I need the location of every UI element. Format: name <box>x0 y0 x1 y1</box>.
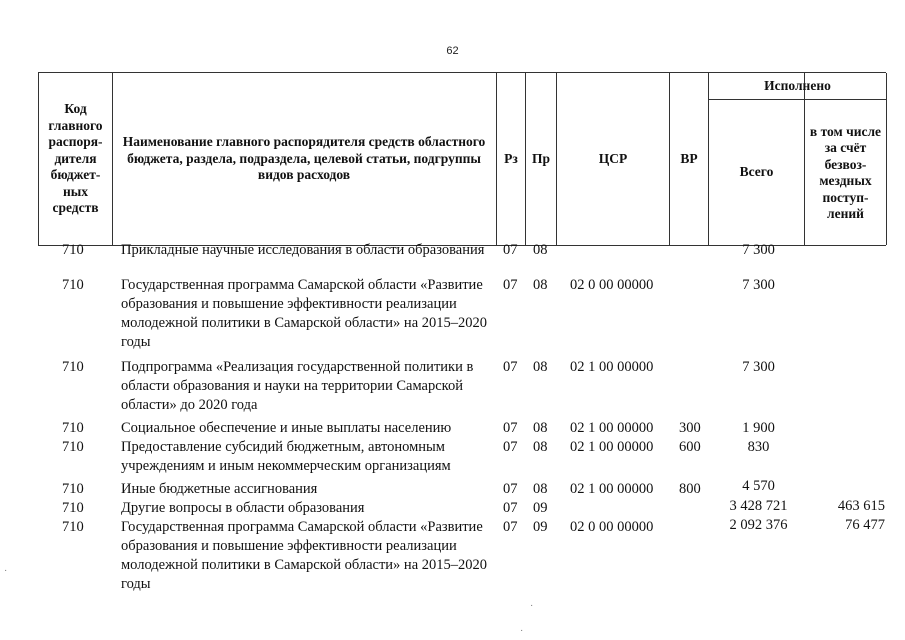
row-csr: 02 1 00 00000 <box>570 359 654 375</box>
row-rz: 07 <box>503 519 518 535</box>
row-code: 710 <box>62 500 84 516</box>
scan-speck: · <box>520 625 524 636</box>
row-rz: 07 <box>503 420 518 436</box>
row-vr: 600 <box>679 439 701 455</box>
row-rz: 07 <box>503 500 518 516</box>
row-name: Государственная программа Самарской области «Развитие образования и повышение эффективности реализации молодежной политики в Самарской области» на 2015–2020 годы <box>121 277 488 350</box>
row-total: 830 <box>747 439 770 455</box>
row-total: 2 092 376 <box>729 517 788 533</box>
row-code: 710 <box>62 359 84 375</box>
row-pr: 08 <box>533 242 548 258</box>
row-code: 710 <box>62 277 84 293</box>
row-rz: 07 <box>503 481 518 497</box>
row-csr: 02 0 00 00000 <box>570 277 654 293</box>
row-csr: 02 1 00 00000 <box>570 439 654 455</box>
header-csr: ЦСР <box>598 150 628 166</box>
row-code: 710 <box>62 420 84 436</box>
header-total: Всего <box>739 164 774 180</box>
row-vr: 300 <box>679 420 701 436</box>
row-csr: 02 1 00 00000 <box>570 481 654 497</box>
row-pr: 08 <box>533 481 548 497</box>
row-pr: 09 <box>533 500 548 516</box>
row-total: 7 300 <box>742 359 775 375</box>
row-total: 1 900 <box>742 420 775 436</box>
row-vr: 800 <box>679 481 701 497</box>
row-total: 7 300 <box>742 242 775 258</box>
row-code: 710 <box>62 242 84 258</box>
row-pr: 09 <box>533 519 548 535</box>
row-name: Прикладные научные исследования в области образования <box>121 242 485 258</box>
row-rz: 07 <box>503 439 518 455</box>
header-free: в том числе за счёт безвоз- мездных поступ- лений <box>809 123 882 221</box>
row-free: 463 615 <box>837 498 885 514</box>
row-name: Подпрограмма «Реализация государственной политики в области образования и науки на территории Самарской области» до 2020 года <box>121 359 474 413</box>
header-pr: Пр <box>531 150 550 166</box>
header-vr: ВР <box>680 150 698 166</box>
row-name: Иные бюджетные ассигнования <box>121 481 318 497</box>
row-pr: 08 <box>533 439 548 455</box>
row-rz: 07 <box>503 277 518 293</box>
page-number: 62 <box>446 45 459 57</box>
row-name: Предоставление субсидий бюджетным, автономным учреждениям и иным некоммерческим организациям <box>121 439 451 474</box>
row-code: 710 <box>62 519 84 535</box>
row-pr: 08 <box>533 420 548 436</box>
header-name: Наименование главного распорядителя средств областного бюджета, раздела, подраздела, целевой статьи, подгруппы видов расходов <box>122 134 486 183</box>
row-csr: 02 0 00 00000 <box>570 519 654 535</box>
header-executed: Исполнено <box>764 77 831 93</box>
row-total: 4 570 <box>742 478 775 494</box>
row-rz: 07 <box>503 242 518 258</box>
header-code: Код главного распоря- дителя бюджет- ных средств <box>48 101 103 216</box>
row-name: Социальное обеспечение и иные выплаты населению <box>121 420 452 436</box>
row-pr: 08 <box>533 359 548 375</box>
row-code: 710 <box>62 481 84 497</box>
row-total: 3 428 721 <box>729 498 788 514</box>
row-pr: 08 <box>533 277 548 293</box>
row-csr: 02 1 00 00000 <box>570 420 654 436</box>
row-rz: 07 <box>503 359 518 375</box>
row-name: Государственная программа Самарской области «Развитие образования и повышение эффективности реализации молодежной политики в Самарской области» на 2015–2020 годы <box>121 519 488 592</box>
row-total: 7 300 <box>742 277 775 293</box>
scan-speck: · <box>530 600 534 611</box>
row-code: 710 <box>62 439 84 455</box>
row-name: Другие вопросы в области образования <box>121 500 365 516</box>
scan-speck: · <box>4 565 8 576</box>
table-header <box>38 72 886 246</box>
row-free: 76 477 <box>845 517 885 533</box>
header-rz: Рз <box>504 150 518 166</box>
